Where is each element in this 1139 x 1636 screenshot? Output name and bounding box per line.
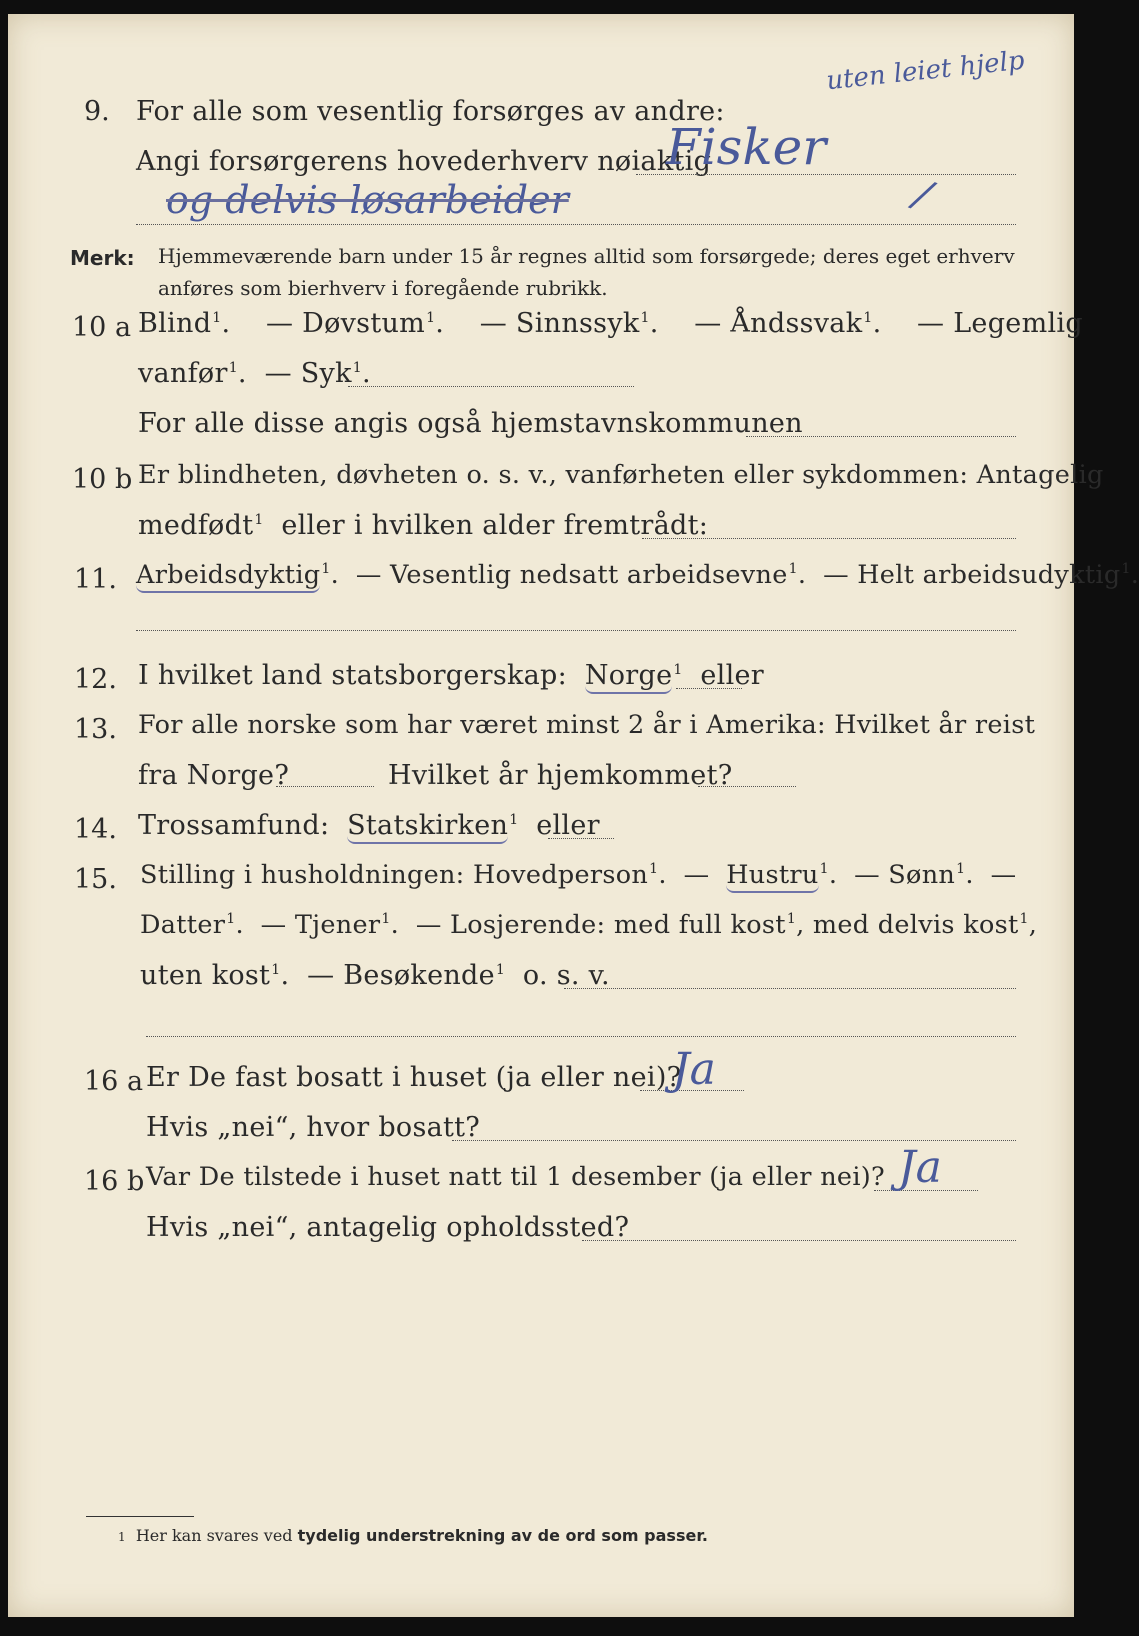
q15-line3: uten kost$^1$. — Besøkende$^1$ o. s. v.: [140, 960, 610, 991]
q10b-line1: Er blindheten, døvheten o. s. v., vanførheten eller sykdommen: Antagelig: [138, 460, 1104, 490]
q9-number: 9.: [84, 96, 110, 127]
q9-margin-note: uten leiet hjelp: [824, 45, 1026, 97]
q10a-line3: For alle disse angis også hjemstavnskommunen: [138, 408, 803, 439]
q11-number: 11.: [74, 564, 117, 595]
q14-option-statskirken: Statskirken: [347, 810, 508, 844]
q15-answer-line-2: [146, 1036, 1016, 1037]
q10a-answer-line: [348, 386, 634, 387]
q13-number: 13.: [74, 714, 117, 745]
q10a-answer-line-2: [746, 436, 1016, 437]
q9-check-mark: /: [908, 171, 937, 219]
q10a-blind: Blind: [138, 308, 212, 339]
q11-line: Arbeidsdyktig$^1$. — Vesentlig nedsatt arbeidsevne$^1$. — Helt arbeidsudyktig$^1$.: [136, 560, 1139, 590]
q16a-line1: Er De fast bosatt i huset (ja eller nei)?: [146, 1062, 682, 1093]
q9-line1: For alle som vesentlig forsørges av andre:: [136, 96, 725, 127]
q16b-handwritten-answer: Ja: [898, 1142, 942, 1193]
q15-line2: Datter$^1$. — Tjener$^1$. — Losjerende: med full kost$^1$, med delvis kost$^1$,: [140, 910, 1038, 940]
q15-number: 15.: [74, 864, 117, 895]
q16a-line2: Hvis „nei“, hvor bosatt?: [146, 1112, 481, 1143]
q10b-answer-line: [642, 538, 1016, 539]
q13-line1: For alle norske som har været minst 2 år i Amerika: Hvilket år reist: [138, 710, 1036, 740]
q12-option-norge: Norge: [585, 660, 673, 694]
q9-handwritten-answer: Fisker: [666, 118, 827, 176]
q15-answer-line: [564, 988, 1016, 989]
q15-line1: Stilling i husholdningen: Hovedperson$^1$. — Hustru$^1$. — Sønn$^1$. —: [140, 860, 1016, 890]
q16b-line2: Hvis „nei“, antagelig opholdssted?: [146, 1212, 630, 1243]
q12-answer-line: [676, 688, 742, 689]
merk-line2: anføres som bierhverv i foregående rubrikk.: [158, 276, 608, 300]
q10a-legemlig: — Legemlig: [917, 308, 1083, 339]
q10a-line1: Blind$^1$. — Døvstum$^1$. — Sinnssyk$^1$. — Åndssvak$^1$. — Legemlig: [138, 308, 1083, 339]
q10a-number: 10 a: [72, 312, 132, 343]
merk-line1: Hjemmeværende barn under 15 år regnes alltid som forsørgede; deres eget erhverv: [158, 244, 1015, 268]
q13-hjemkommet-answer-line: [698, 786, 796, 787]
q13-reist-answer-line: [276, 786, 374, 787]
q10a-line2: vanfør$^1$. — Syk$^1$.: [138, 358, 371, 389]
q16a-bosatt-answer-line: [452, 1140, 1016, 1141]
footnote-rule: [86, 1516, 194, 1517]
merk-label: Merk:: [70, 246, 135, 270]
q9-answer-line-2: [136, 224, 1016, 225]
q9-handwritten-answer-2: og delvis løsarbeider: [166, 178, 569, 222]
q12-line: I hvilket land statsborgerskap: Norge$^1$ eller: [138, 660, 764, 691]
q9-line2: Angi forsørgerens hovederhverv nøiaktig: [136, 146, 712, 177]
q10b-number: 10 b: [72, 464, 133, 495]
q11-option-arbeidsdyktig: Arbeidsdyktig: [136, 560, 320, 593]
q16b-line1: Var De tilstede i huset natt til 1 desember (ja eller nei)?: [146, 1162, 885, 1192]
q13-line2a: fra Norge?: [138, 760, 290, 791]
q16b-opholdssted-answer-line: [582, 1240, 1016, 1241]
q16b-number: 16 b: [84, 1166, 145, 1197]
q16a-number: 16 a: [84, 1066, 144, 1097]
q14-answer-line: [548, 838, 614, 839]
census-form-page: [8, 14, 1139, 1617]
q10a-dovstum: — Døvstum: [265, 308, 426, 339]
q11-option-nedsatt: — Vesentlig nedsatt arbeidsevne: [355, 560, 788, 590]
q14-number: 14.: [74, 814, 117, 845]
q13-line2b: Hvilket år hjemkommet?: [388, 760, 733, 791]
q10a-andssvak: — Åndssvak: [694, 308, 863, 339]
q15-option-hustru: Hustru: [726, 860, 818, 893]
q10a-sinnssyk: — Sinnssyk: [479, 308, 640, 339]
footnote: 1 Her kan svares ved tydelig understrekning av de ord som passer.: [118, 1526, 709, 1545]
q14-line: Trossamfund: Statskirken$^1$ eller: [138, 810, 600, 841]
q11-option-udyktig: — Helt arbeidsudyktig: [823, 560, 1121, 590]
q11-answer-line: [136, 630, 1016, 631]
q16a-handwritten-answer: Ja: [672, 1044, 716, 1095]
q12-number: 12.: [74, 664, 117, 695]
q10b-line2: medfødt$^1$ eller i hvilken alder fremtrådt:: [138, 510, 709, 541]
